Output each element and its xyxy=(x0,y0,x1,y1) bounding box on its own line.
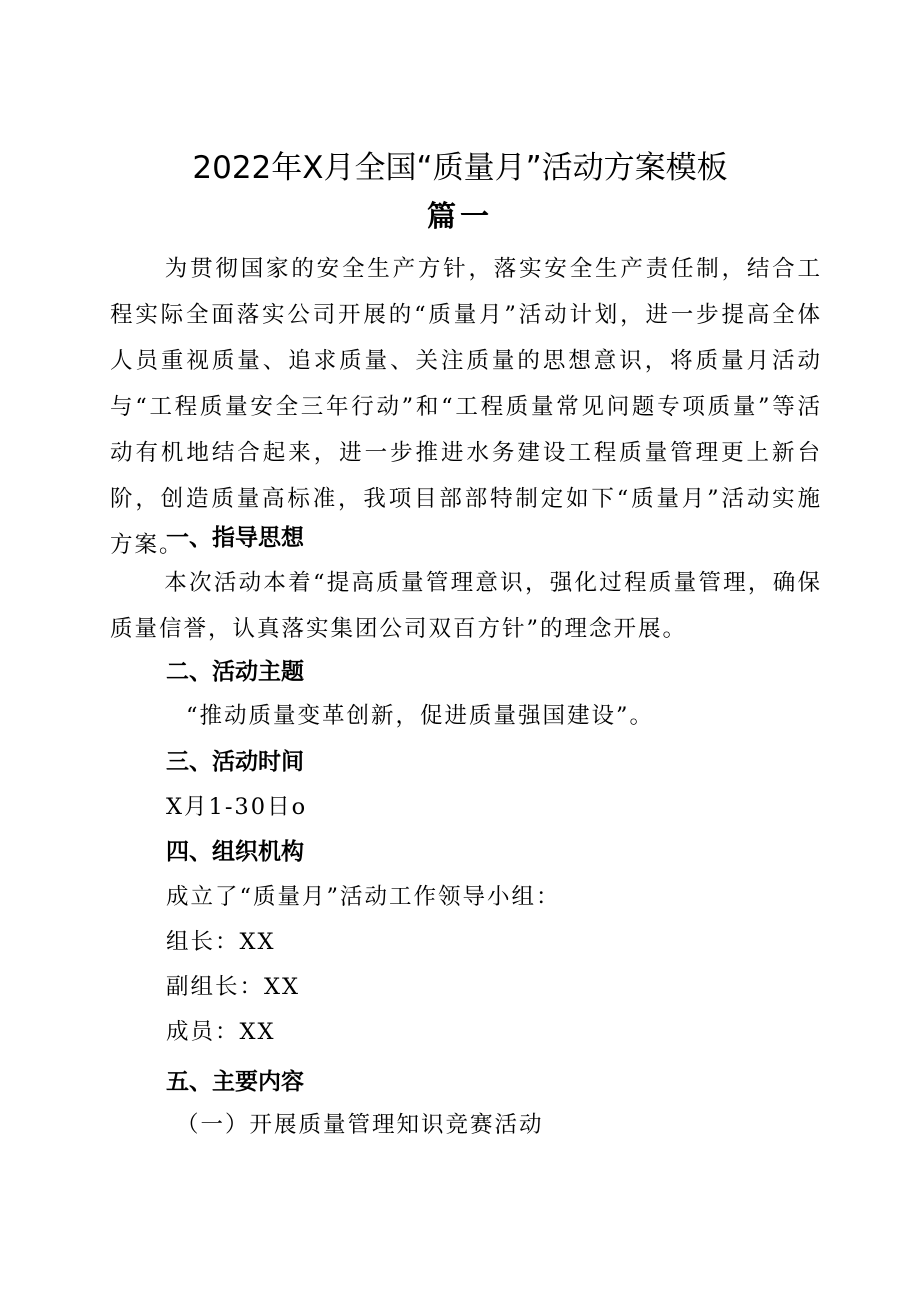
intro-paragraph xyxy=(110,246,822,568)
theme-text: “推动质量变革创新，促进质量强国建设”。 xyxy=(186,703,655,729)
section-heading-guiding-thought: 一、指导思想 xyxy=(166,525,304,551)
section-heading-organization: 四、组织机构 xyxy=(166,839,304,865)
leader-line: 组长：XX xyxy=(166,929,276,955)
time-text: X月1-30日o xyxy=(166,794,308,820)
document-title: 2022年X月全国“质量月”活动方案模板 xyxy=(192,150,728,186)
deputy-leader-line: 副组长：XX xyxy=(166,974,301,1000)
subsection-heading: （一）开展质量管理知识竞赛活动 xyxy=(176,1112,544,1138)
member-line: 成员：XX xyxy=(166,1019,276,1045)
section-heading-theme: 二、活动主题 xyxy=(166,659,304,685)
intro-text: 为贯彻国家的安全生产方针，落实安全生产责任制，结合工程实际全面落实公司开展的“质量月”活动计划，进一步提高全体人员重视质量、追求质量、关注质量的思想意识，将质量月活动与“工程质量安全三年行动”和“工程质量常见问题专项质量”等活动有机地结合起来，进一步推进水务建设工程质量管理更上新台阶，创造质量高标准，我项目部部特制定如下“质量月”活动实施方案。 xyxy=(110,256,822,558)
section-heading-time: 三、活动时间 xyxy=(166,749,304,775)
guiding-thought-text: 本次活动本着“提高质量管理意识，强化过程质量管理，确保质量信誉，认真落实集团公司双百方针”的理念开展。 xyxy=(110,570,822,642)
organization-text: 成立了“质量月”活动工作领导小组： xyxy=(166,884,561,910)
guiding-thought-paragraph xyxy=(110,560,822,652)
section-heading-main-content: 五、主要内容 xyxy=(166,1069,304,1095)
document-subtitle: 篇一 xyxy=(426,199,493,233)
